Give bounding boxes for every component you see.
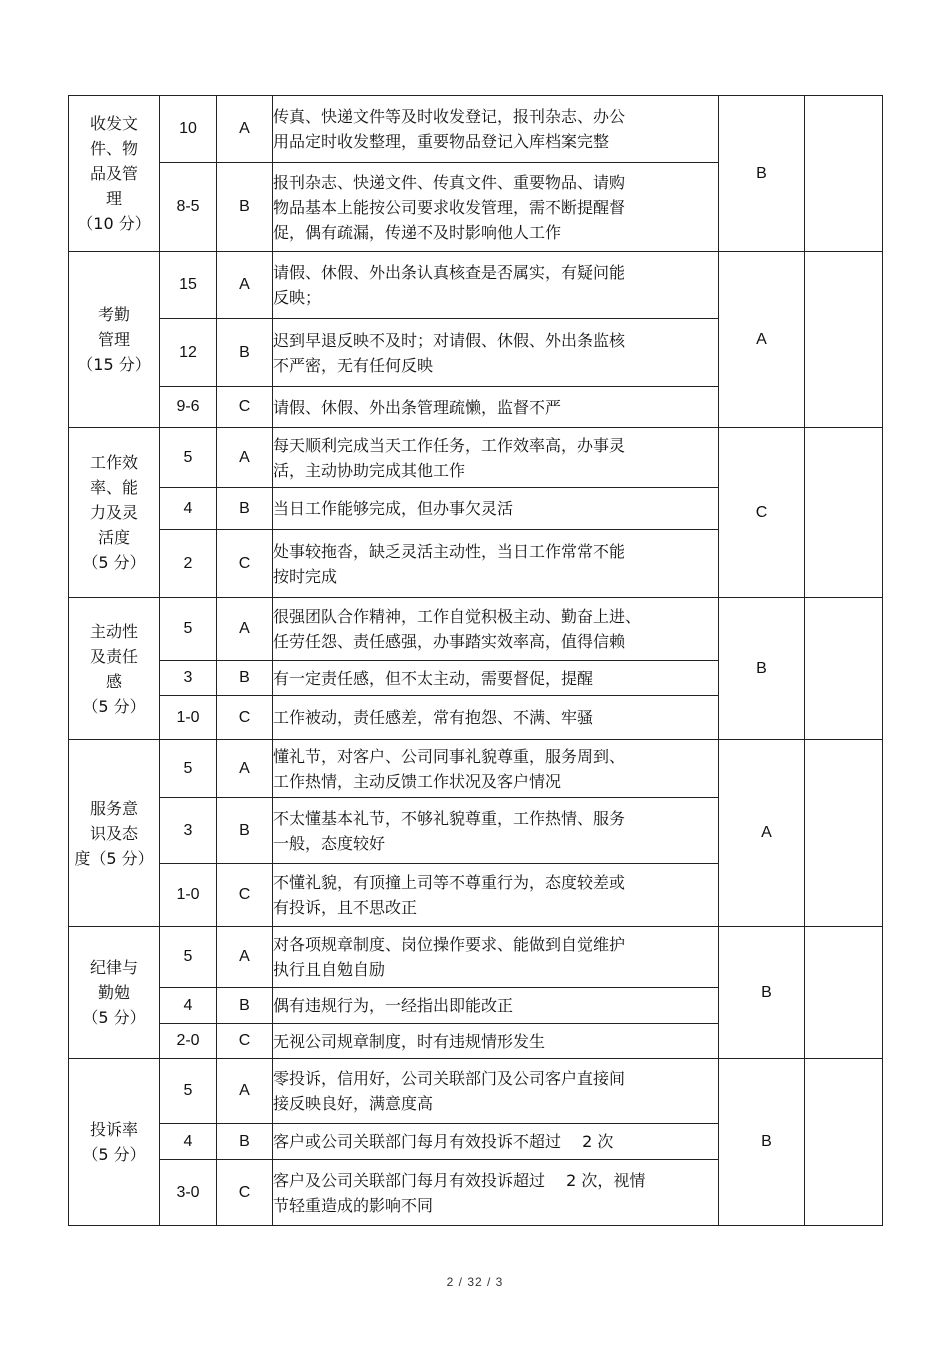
item-name-line: 理 <box>105 189 122 208</box>
criteria-description-cell <box>273 319 719 387</box>
grade-cell: A <box>217 428 273 488</box>
criteria-line: 懂礼节，对客户、公司同事礼貌尊重，服务周到、 <box>273 746 626 766</box>
grade-cell: B <box>217 319 273 387</box>
grade-cell: B <box>217 798 273 864</box>
table-row <box>69 927 883 988</box>
assessment-result: B <box>756 659 767 677</box>
table-row <box>69 1059 883 1124</box>
criteria-description-cell <box>273 252 719 319</box>
grade-cell: A <box>217 252 273 319</box>
empty-cell <box>805 927 883 1059</box>
criteria-line: 请假、休假、外出条认真核查是否属实，有疑问能 <box>273 263 626 282</box>
item-name-line: 服务意 <box>89 798 138 818</box>
assessment-result: C <box>755 503 768 521</box>
criteria-line: 偶有违规行为，一经指出即能改正 <box>273 996 514 1015</box>
score-cell: 5 <box>160 598 217 661</box>
grade-cell: B <box>217 488 273 530</box>
empty-cell <box>805 740 883 927</box>
item-name-line: 投诉率 <box>89 1120 138 1139</box>
criteria-line: 很强团队合作精神，工作自觉积极主动、勤奋上进、 <box>273 607 642 626</box>
table-row <box>69 428 883 488</box>
criteria-line: 接反映良好，满意度高 <box>273 1094 434 1113</box>
assessment-result: B <box>761 1133 772 1150</box>
criteria-description-cell <box>273 864 719 927</box>
assessment-result-cell <box>719 428 805 598</box>
criteria-line: 有一定责任感，但不太主动，需要督促，提醒 <box>273 668 594 688</box>
item-name-cell <box>69 252 160 428</box>
criteria-line: 请假、休假、外出条管理疏懒，监督不严 <box>273 397 562 417</box>
item-name-line: 勤勉 <box>97 983 130 1002</box>
criteria-description-cell <box>273 988 719 1024</box>
assessment-result-cell <box>719 598 805 740</box>
score-cell: 4 <box>160 988 217 1024</box>
score-cell: 2 <box>160 530 217 598</box>
item-name-line: 考勤 <box>97 305 130 324</box>
score-cell: 5 <box>160 428 217 488</box>
criteria-line: 当日工作能够完成，但办事欠灵活 <box>273 499 514 518</box>
score-cell: 5 <box>160 927 217 988</box>
item-name-cell <box>69 598 160 740</box>
criteria-line: 对各项规章制度、岗位操作要求、能做到自觉维护 <box>273 935 626 954</box>
assessment-result-cell <box>719 96 805 252</box>
grade-cell: B <box>217 163 273 252</box>
score-cell: 3 <box>160 661 217 696</box>
criteria-description-cell <box>273 1124 719 1160</box>
criteria-description-cell <box>273 96 719 163</box>
grade-cell: C <box>217 1024 273 1059</box>
criteria-line: 有投诉，且不思改正 <box>273 898 418 917</box>
criteria-description-cell <box>273 488 719 530</box>
score-cell: 15 <box>160 252 217 319</box>
criteria-description-cell <box>273 927 719 988</box>
criteria-line: 每天顺利完成当天工作任务，工作效率高，办事灵 <box>273 435 626 455</box>
score-cell: 8-5 <box>160 163 217 252</box>
empty-cell <box>805 428 883 598</box>
score-cell: 3 <box>160 798 217 864</box>
criteria-line: 一般，态度较好 <box>273 833 386 853</box>
criteria-line: 工作热情，主动反馈工作状况及客户情况 <box>273 771 562 791</box>
item-name-line: 率、能 <box>89 478 138 497</box>
criteria-description-cell <box>273 696 719 740</box>
item-name-cell <box>69 927 160 1059</box>
grade-cell: A <box>217 598 273 661</box>
criteria-line: 无视公司规章制度，时有违规情形发生 <box>273 1031 546 1051</box>
criteria-line: 工作被动，责任感差，常有抱怨、不满、牢骚 <box>273 708 594 727</box>
criteria-description-cell <box>273 1024 719 1059</box>
criteria-line: 零投诉，信用好，公司关联部门及公司客户直接间 <box>273 1069 626 1088</box>
item-name-line: 及责任 <box>89 646 138 666</box>
criteria-description-cell <box>273 598 719 661</box>
item-name-cell <box>69 96 160 252</box>
grade-cell: A <box>217 740 273 798</box>
empty-cell <box>805 96 883 252</box>
grade-cell: C <box>217 864 273 927</box>
item-name-line: （5 分） <box>82 553 146 572</box>
assessment-result: A <box>761 824 772 841</box>
criteria-description-cell <box>273 1059 719 1124</box>
grade-cell: C <box>217 530 273 598</box>
item-name-line: 活度 <box>97 528 130 547</box>
item-name-line: 纪律与 <box>89 958 138 977</box>
item-name-line: 主动性 <box>89 621 138 641</box>
criteria-line: 用品定时收发整理，重要物品登记入库档案完整 <box>273 132 610 151</box>
table-row <box>69 96 883 163</box>
item-name-line: （5 分） <box>82 696 146 716</box>
grade-cell: B <box>217 1124 273 1160</box>
item-name-line: 收发文 <box>89 114 138 133</box>
evaluation-table <box>68 95 883 1226</box>
score-cell: 2-0 <box>160 1024 217 1059</box>
item-name-line: 管理 <box>97 330 130 349</box>
item-name-line: 件、物 <box>89 139 138 158</box>
criteria-line: 客户或公司关联部门每月有效投诉不超过 2 次 <box>273 1132 614 1151</box>
criteria-line: 不太懂基本礼节，不够礼貌尊重，工作热情、服务 <box>273 808 626 828</box>
empty-cell <box>805 252 883 428</box>
assessment-result: B <box>756 164 767 182</box>
criteria-line: 处事较拖沓，缺乏灵活主动性，当日工作常常不能 <box>273 541 626 561</box>
item-name-cell <box>69 428 160 598</box>
criteria-description-cell <box>273 798 719 864</box>
item-name-line: 品及管 <box>89 164 138 183</box>
score-cell: 5 <box>160 1059 217 1124</box>
criteria-description-cell <box>273 740 719 798</box>
assessment-result-cell <box>719 740 805 927</box>
criteria-line: 物品基本上能按公司要求收发管理，需不断提醒督 <box>273 197 626 217</box>
score-cell: 1-0 <box>160 696 217 740</box>
item-name-line: （5 分） <box>82 1145 146 1164</box>
grade-cell: A <box>217 927 273 988</box>
criteria-line: 促，偶有疏漏，传递不及时影响他人工作 <box>273 222 562 242</box>
empty-cell <box>805 1059 883 1226</box>
item-name-line: （10 分） <box>77 214 151 233</box>
page-number: 2 / 32 / 3 <box>446 1275 504 1289</box>
item-name-line: 工作效 <box>89 453 138 472</box>
score-cell: 5 <box>160 740 217 798</box>
criteria-line: 反映； <box>273 288 322 307</box>
item-name-cell <box>69 740 160 927</box>
criteria-description-cell <box>273 163 719 252</box>
grade-cell: B <box>217 988 273 1024</box>
criteria-line: 不严密，无有任何反映 <box>273 355 434 375</box>
criteria-line: 活，主动协助完成其他工作 <box>273 460 466 480</box>
grade-cell: C <box>217 696 273 740</box>
item-name-line: 感 <box>105 671 122 691</box>
criteria-line: 报刊杂志、快递文件、传真文件、重要物品、请购 <box>273 172 626 192</box>
score-cell: 9-6 <box>160 387 217 428</box>
grade-cell: A <box>217 96 273 163</box>
score-cell: 4 <box>160 1124 217 1160</box>
grade-cell: A <box>217 1059 273 1124</box>
criteria-line: 不懂礼貌，有顶撞上司等不尊重行为，态度较差或 <box>273 873 626 892</box>
grade-cell: B <box>217 661 273 696</box>
assessment-result: A <box>756 330 767 348</box>
grade-cell: C <box>217 1160 273 1226</box>
criteria-line: 任劳任怨、责任感强，办事踏实效率高，值得信赖 <box>273 632 626 651</box>
item-name-line: （15 分） <box>77 355 151 374</box>
criteria-line: 按时完成 <box>273 566 338 586</box>
table-row <box>69 598 883 661</box>
score-cell: 10 <box>160 96 217 163</box>
score-cell: 12 <box>160 319 217 387</box>
criteria-description-cell <box>273 387 719 428</box>
item-name-cell <box>69 1059 160 1226</box>
criteria-line: 客户及公司关联部门每月有效投诉超过 2 次，视情 <box>273 1170 646 1190</box>
table-row <box>69 740 883 798</box>
score-cell: 4 <box>160 488 217 530</box>
item-name-line: 度（5 分） <box>74 848 154 868</box>
assessment-result-cell <box>719 1059 805 1226</box>
empty-cell <box>805 598 883 740</box>
criteria-line: 传真、快递文件等及时收发登记，报刊杂志、办公 <box>273 107 626 126</box>
criteria-description-cell <box>273 530 719 598</box>
criteria-line: 迟到早退反映不及时；对请假、休假、外出条监核 <box>273 330 626 350</box>
assessment-result: B <box>761 983 772 1001</box>
criteria-line: 执行且自勉自励 <box>273 960 386 979</box>
table-row <box>69 252 883 319</box>
item-name-line: （5 分） <box>82 1008 146 1027</box>
score-cell: 3-0 <box>160 1160 217 1226</box>
item-name-line: 识及态 <box>89 823 138 843</box>
criteria-description-cell <box>273 1160 719 1226</box>
grade-cell: C <box>217 387 273 428</box>
assessment-result-cell <box>719 927 805 1059</box>
score-cell: 1-0 <box>160 864 217 927</box>
criteria-line: 节轻重造成的影响不同 <box>273 1195 434 1215</box>
criteria-description-cell <box>273 428 719 488</box>
criteria-description-cell <box>273 661 719 696</box>
item-name-line: 力及灵 <box>89 503 138 522</box>
assessment-result-cell <box>719 252 805 428</box>
